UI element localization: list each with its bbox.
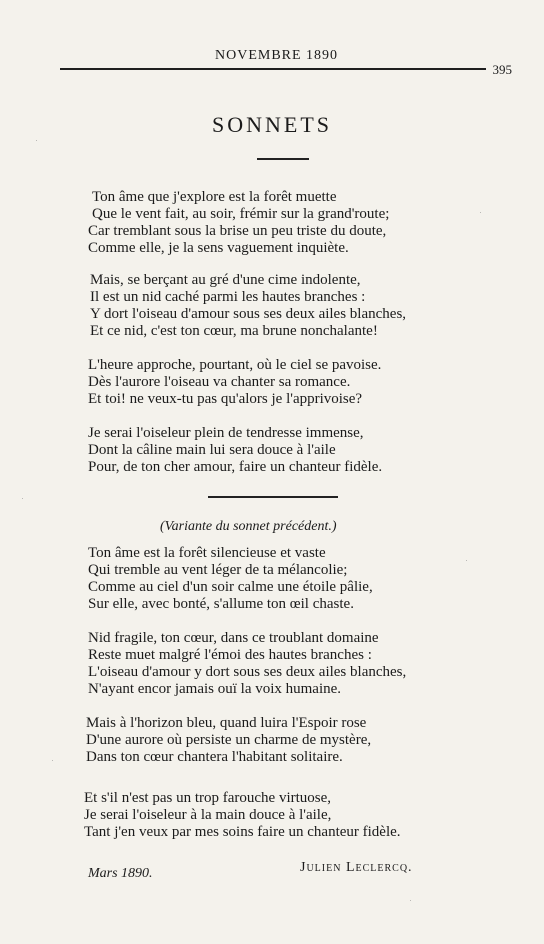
paper-speck	[22, 498, 23, 499]
poem-line: Nid fragile, ton cœur, dans ce troublant domaine	[88, 630, 379, 646]
poem-line: L'oiseau d'amour y dort sous ses deux ailes blanches,	[88, 664, 407, 680]
poem-line: L'heure approche, pourtant, où le ciel se pavoise.	[88, 357, 382, 373]
poem-line: Mais à l'horizon bleu, quand luira l'Espoir rose	[86, 715, 367, 731]
running-head	[0, 46, 544, 77]
header-rule	[60, 68, 486, 70]
running-title: NOVEMBRE 1890	[215, 48, 339, 63]
poem-line: Tant j'en veux par mes soins faire un chanteur fidèle.	[84, 824, 401, 840]
title-rule	[257, 158, 309, 160]
poem-line: Y dort l'oiseau d'amour sous ses deux ailes blanches,	[90, 306, 407, 322]
poem-line: Je serai l'oiseleur plein de tendresse immense,	[88, 425, 364, 441]
page-title: SONNETS	[211, 112, 332, 137]
section-rule	[208, 496, 338, 498]
poem-line: Sur elle, avec bonté, s'allume ton œil chaste.	[88, 596, 354, 612]
poem-line: Je serai l'oiseleur à la main douce à l'aile,	[84, 807, 332, 823]
poem-line: Qui tremble au vent léger de ta mélancolie;	[88, 562, 348, 578]
poem-line: Ton âme est la forêt silencieuse et vaste	[88, 545, 326, 561]
poem-line: Mais, se berçant au gré d'une cime indolente,	[90, 272, 361, 288]
paper-speck	[36, 140, 37, 141]
paper-speck	[52, 760, 53, 761]
poem-line: Comme elle, je la sens vaguement inquiète.	[88, 240, 349, 256]
poem-line: Que le vent fait, au soir, frémir sur la grand'route;	[92, 206, 390, 222]
page-number: 395	[492, 62, 512, 77]
poem-line: Et toi! ne veux-tu pas qu'alors je l'apprivoise?	[88, 391, 363, 407]
poem-line: Comme au ciel d'un soir calme une étoile pâlie,	[88, 579, 373, 595]
poem-line: D'une aurore où persiste un charme de mystère,	[86, 732, 372, 748]
date-line: Mars 1890.	[88, 866, 153, 881]
poem-line: Dont la câline main lui sera douce à l'aile	[88, 442, 336, 458]
poem-line: Dès l'aurore l'oiseau va chanter sa romance.	[88, 374, 351, 390]
variant-subtitle: (Variante du sonnet précédent.)	[160, 519, 337, 534]
poem-line: Dans ton cœur chantera l'habitant solitaire.	[86, 749, 343, 765]
poem-line: Pour, de ton cher amour, faire un chanteur fidèle.	[88, 459, 383, 475]
paper-speck	[410, 900, 411, 901]
poem-line: Et ce nid, c'est ton cœur, ma brune nonchalante!	[90, 323, 378, 339]
poem-line: Ton âme que j'explore est la forêt muette	[92, 189, 337, 205]
paper-speck	[466, 560, 467, 561]
poem-line: Car tremblant sous la brise un peu triste du doute,	[88, 223, 387, 239]
poem-line: Et s'il n'est pas un trop farouche virtuose,	[84, 790, 332, 806]
poem-line: Il est un nid caché parmi les hautes branches :	[90, 289, 366, 305]
poem-line: Reste muet malgré l'émoi des hautes branches :	[88, 647, 372, 663]
author-signature: Julien Leclercq.	[300, 860, 413, 875]
paper-speck	[480, 212, 481, 213]
poem-line: N'ayant encor jamais ouï la voix humaine.	[88, 681, 342, 697]
